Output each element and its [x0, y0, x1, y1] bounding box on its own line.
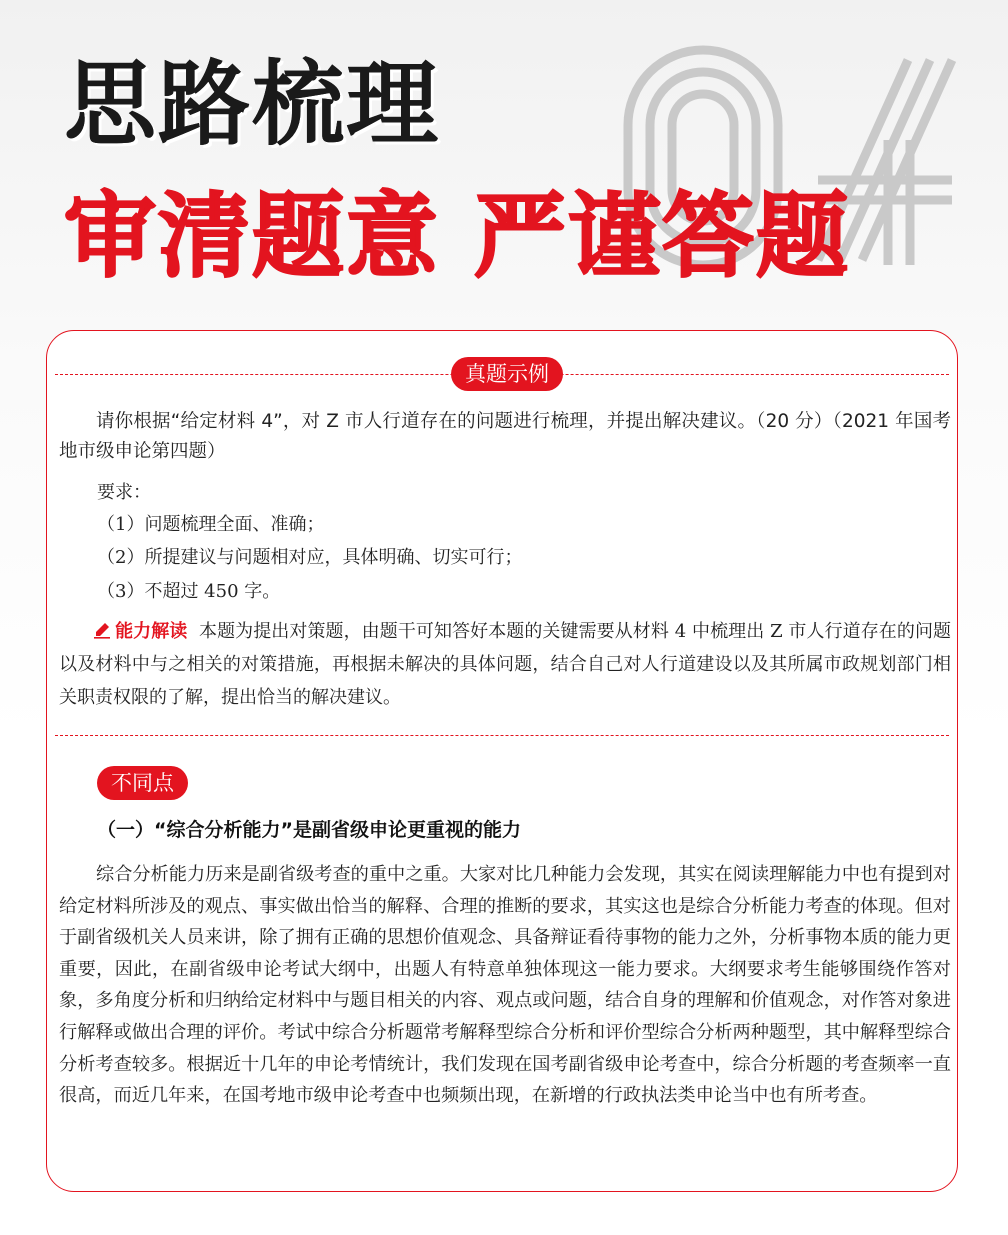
pencil-icon	[93, 621, 111, 639]
requirement-item: （2）所提建议与问题相对应，具体明确、切实可行；	[97, 547, 523, 568]
requirements-title: 要求：	[97, 482, 151, 503]
requirement-item: （1）问题梳理全面、准确；	[97, 514, 325, 535]
analysis-text: 本题为提出对策题，由题干可知答好本题的关键需要从材料 4 中梳理出 Z 市人行道存在的问题以及材料中与之相关的对策措施，再根据未解决的具体问题，结合自己对人行道建设以及其所属市政规划部门相关职责权限的了解，提出恰当的解决建议。	[59, 621, 952, 708]
page-title: 思路梳理	[64, 51, 441, 158]
requirement-item: （3）不超过 450 字。	[97, 581, 281, 602]
divider-middle	[55, 735, 949, 736]
analysis-block	[59, 615, 951, 714]
content-card	[46, 330, 958, 1192]
question-text: 请你根据“给定材料 4”，对 Z 市人行道存在的问题进行梳理，并提出解决建议。（20 分）（2021 年国考地市级申论第四题）	[59, 411, 951, 462]
page-subtitle: 审清题意 严谨答题	[64, 183, 851, 290]
difference-label: 不同点	[97, 766, 188, 800]
body-paragraph: 综合分析能力历来是副省级考查的重中之重。大家对比几种能力会发现，其实在阅读理解能力中也有提到对给定材料所涉及的观点、事实做出恰当的解释、合理的推断的要求，其实这也是综合分析能力考查的体现。但对于副省级机关人员来讲，除了拥有正确的思想价值观念、具备辩证看待事物的能力之外，分析事物本质的能力更重要，因此，在副省级申论考试大纲中，出题人有特意单独体现这一能力要求。大纲要求考生能够围绕作答对象，多角度分析和归纳给定材料中与题目相关的内容、观点或问题，结合自身的理解和价值观念，对作答对象进行解释或做出合理的评价。考试中综合分析题常考解释型综合分析和评价型综合分析两种题型，其中解释型综合分析考查较多。根据近十几年的申论考情统计，我们发现在国考副省级申论考查中，综合分析题的考查频率一直很高，而近几年来，在国考地市级申论考查中也频频出现，在新增的行政执法类申论当中也有所考查。	[59, 864, 951, 1107]
analysis-label: 能力解读	[115, 621, 188, 642]
example-label: 真题示例	[451, 357, 563, 391]
section-heading: （一）“综合分析能力”是副省级申论更重视的能力	[97, 819, 521, 841]
